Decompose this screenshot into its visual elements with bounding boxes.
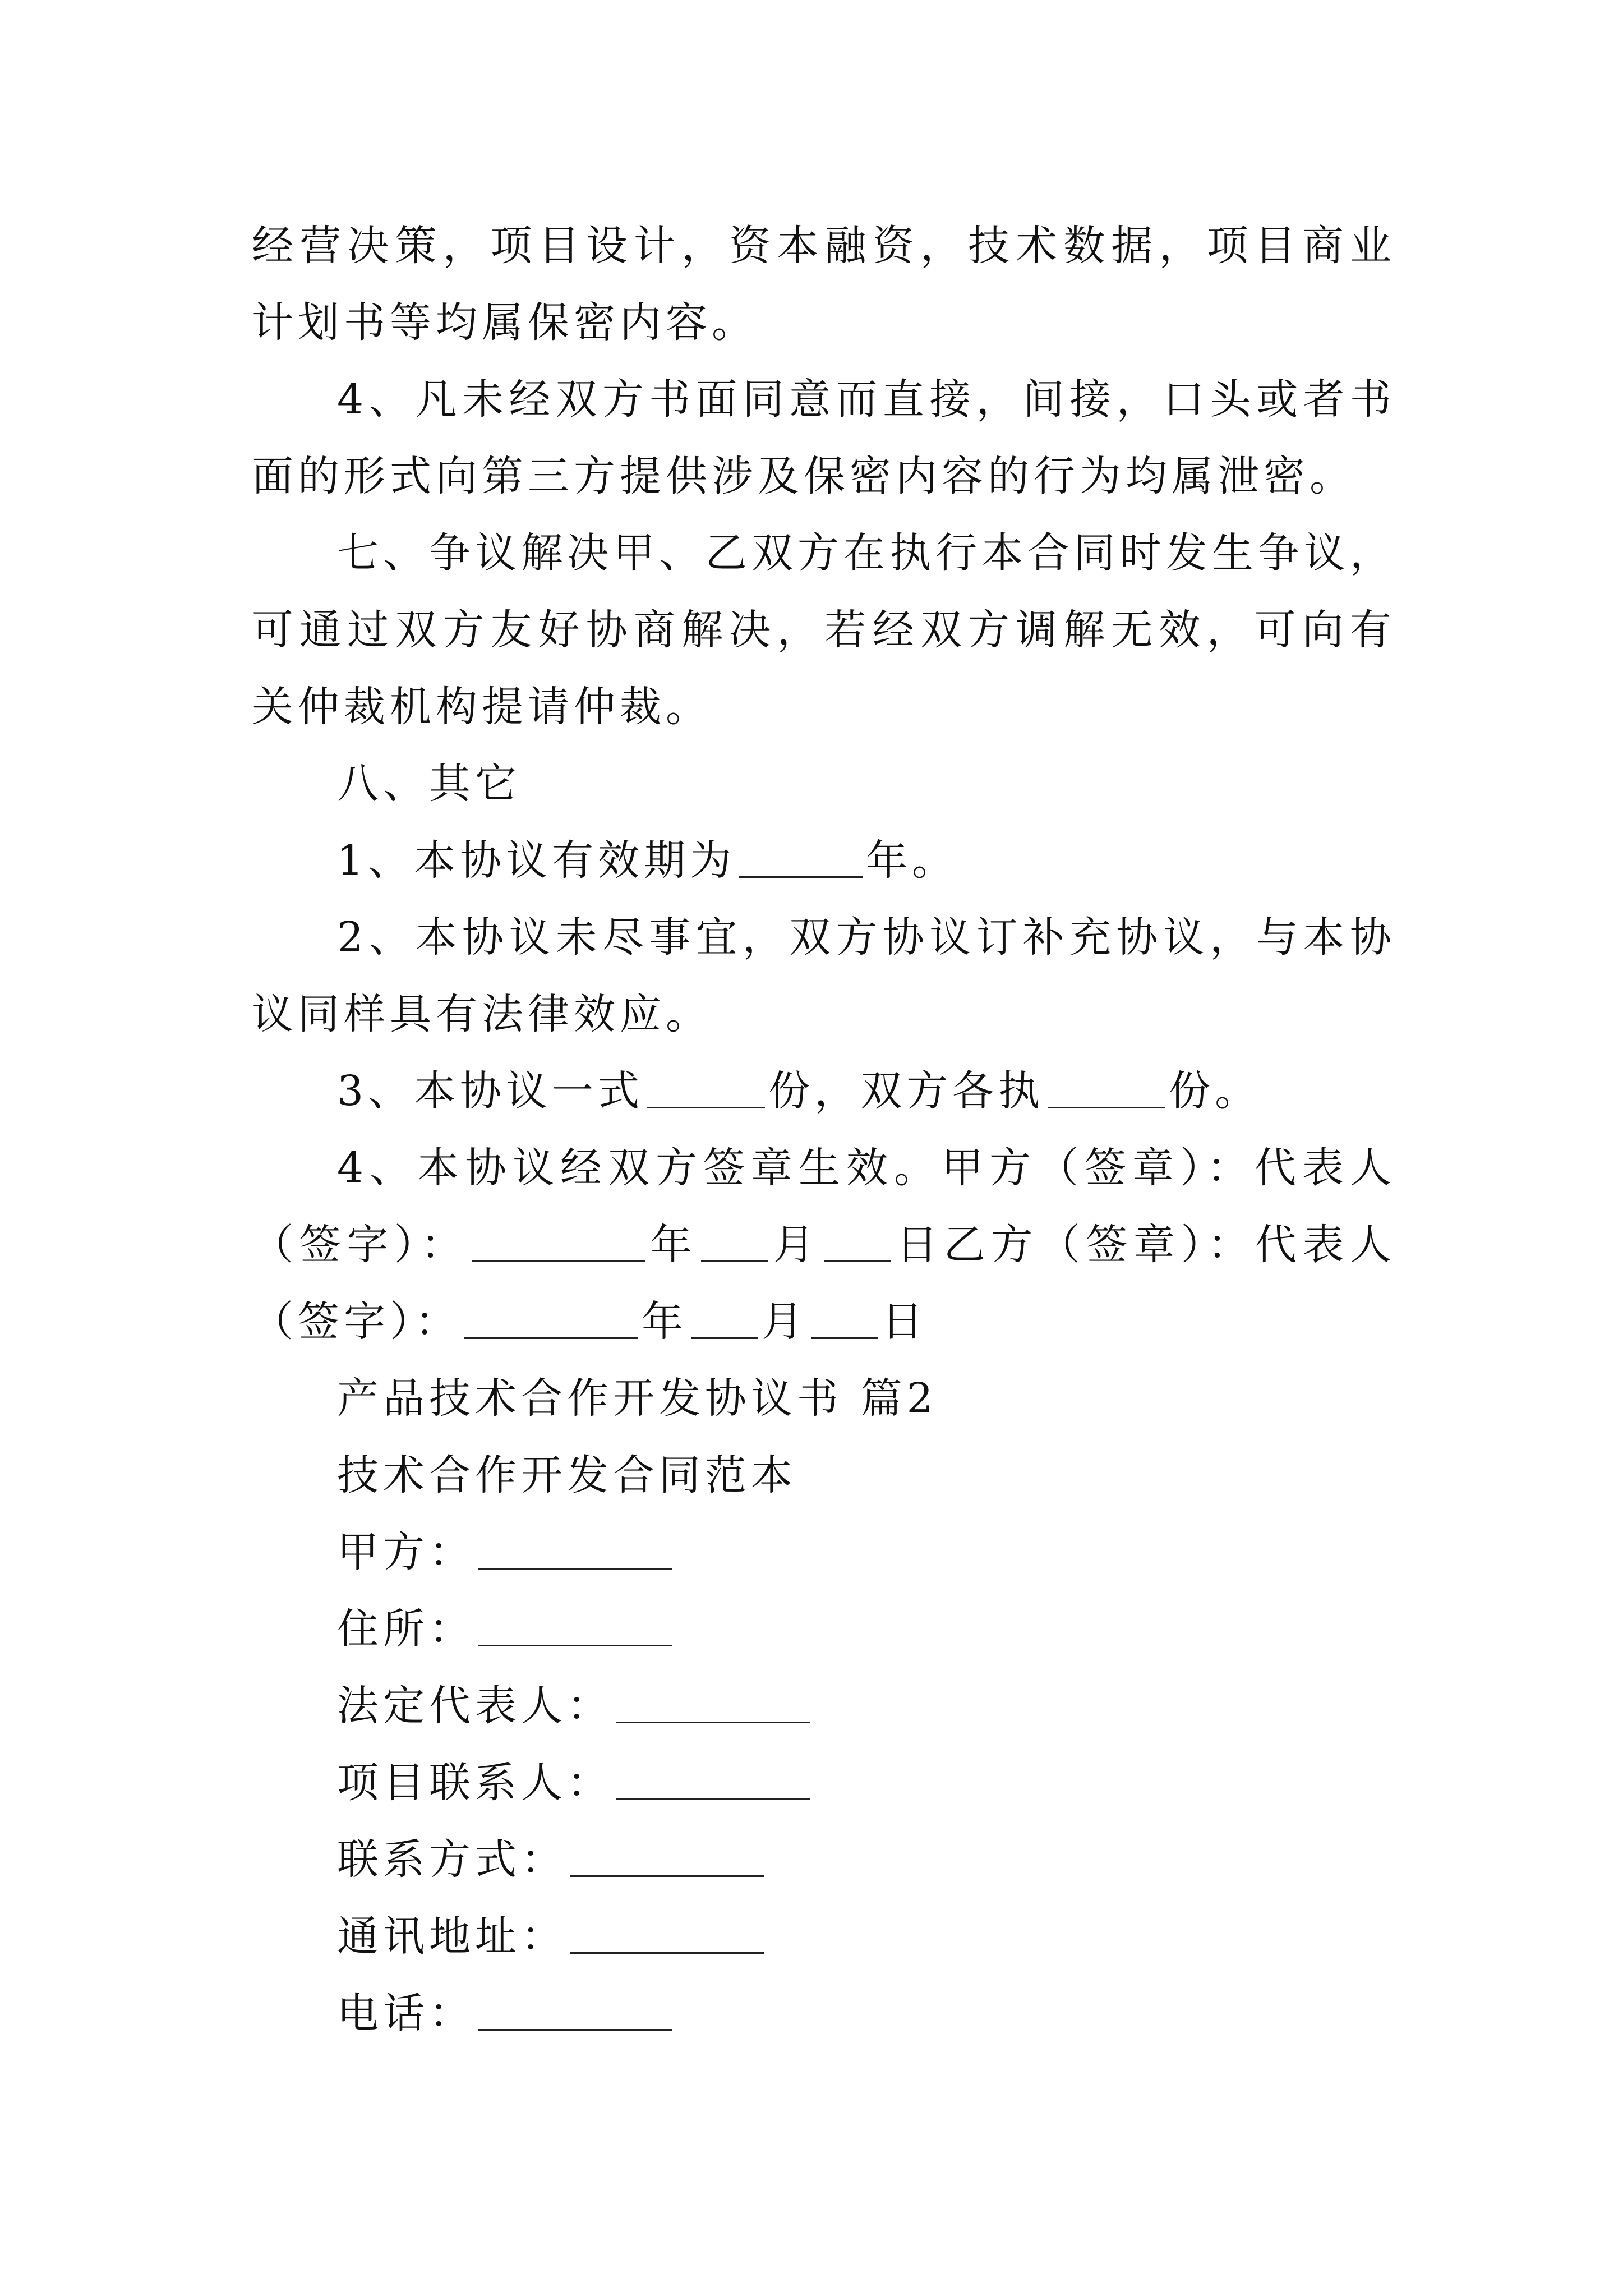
field-label: 法定代表人： <box>337 1682 613 1730</box>
paragraph-leak-definition: 4、凡未经双方书面同意而直接，间接，口头或者书面的形式向第三方提供涉及保密内容的行为均属泄密。 <box>252 375 1396 500</box>
field-party-a <box>252 1514 1396 1591</box>
blank-line-mailing-address <box>570 1918 764 1954</box>
text-segment: 1、本协议有效期为 <box>337 836 736 885</box>
blank-line-years <box>739 843 863 878</box>
heading-article-2: 产品技术合作开发协议书 篇2 <box>337 1374 938 1423</box>
field-label: 联系方式： <box>337 1835 567 1884</box>
paragraph-confidential-content: 经营决策，项目设计，资本融资，技术数据，项目商业计划书等均属保密内容。 <box>252 222 1396 347</box>
text-segment: 日乙方（签章）：代表人（签字）： <box>252 1221 1396 1346</box>
field-label: 住所： <box>337 1605 475 1653</box>
blank-line-party-b-month <box>691 1304 758 1339</box>
blank-line-each-copies <box>1048 1073 1165 1108</box>
text-segment: 月 <box>762 1297 808 1346</box>
field-label: 通讯地址： <box>337 1912 567 1961</box>
blank-line-total-copies <box>647 1073 765 1108</box>
blank-line-party-a <box>478 1534 672 1570</box>
paragraph-supplementary-agreement: 2、本协议未尽事宜，双方协议订补充协议，与本协议同样具有法律效应。 <box>252 913 1396 1038</box>
field-contact-method <box>252 1821 1396 1898</box>
field-label: 电话： <box>337 1989 475 2037</box>
text-segment: 月 <box>772 1221 821 1269</box>
field-mailing-address <box>252 1898 1396 1975</box>
blank-line-party-a-year <box>472 1227 645 1262</box>
text-segment: 4、本协议经双方签章生效。甲方（签章）：代表人（签字）： <box>252 1144 1396 1269</box>
blank-line-party-a-day <box>824 1227 891 1262</box>
field-label: 项目联系人： <box>337 1759 613 1807</box>
blank-line-contact-method <box>570 1842 764 1877</box>
field-project-contact <box>252 1745 1396 1821</box>
text-segment: 年 <box>642 1297 688 1346</box>
heading-contract-template: 技术合作开发合同范本 <box>337 1451 797 1499</box>
blank-line-party-a-month <box>701 1227 768 1262</box>
section-heading-other: 八、其它 <box>337 760 521 808</box>
document-body <box>252 208 1396 2052</box>
blank-line-project-contact <box>616 1765 810 1800</box>
field-legal-representative <box>252 1668 1396 1745</box>
text-segment: 年。 <box>866 836 958 885</box>
blank-line-legal-representative <box>616 1688 810 1723</box>
blank-line-phone <box>478 1995 672 2031</box>
blank-line-party-b-day <box>811 1304 878 1339</box>
blank-line-address <box>478 1611 672 1646</box>
field-label: 甲方： <box>337 1528 475 1576</box>
paragraph-validity-period <box>252 822 1396 899</box>
paragraph-signatures <box>252 1130 1396 1360</box>
paragraph-copies <box>252 1053 1396 1130</box>
text-segment: 日 <box>882 1297 928 1346</box>
text-segment: 份。 <box>1169 1067 1261 1115</box>
field-address <box>252 1591 1396 1668</box>
field-phone <box>252 1975 1396 2052</box>
text-segment: 3、本协议一式 <box>337 1067 644 1115</box>
text-segment: 份，双方各执 <box>768 1067 1045 1115</box>
text-segment: 年 <box>649 1221 698 1269</box>
blank-line-party-b-year <box>464 1304 638 1339</box>
paragraph-dispute-resolution: 七、争议解决甲、乙双方在执行本合同时发生争议，可通过双方友好协商解决，若经双方调解无效，可向有关仲裁机构提请仲裁。 <box>252 529 1396 731</box>
